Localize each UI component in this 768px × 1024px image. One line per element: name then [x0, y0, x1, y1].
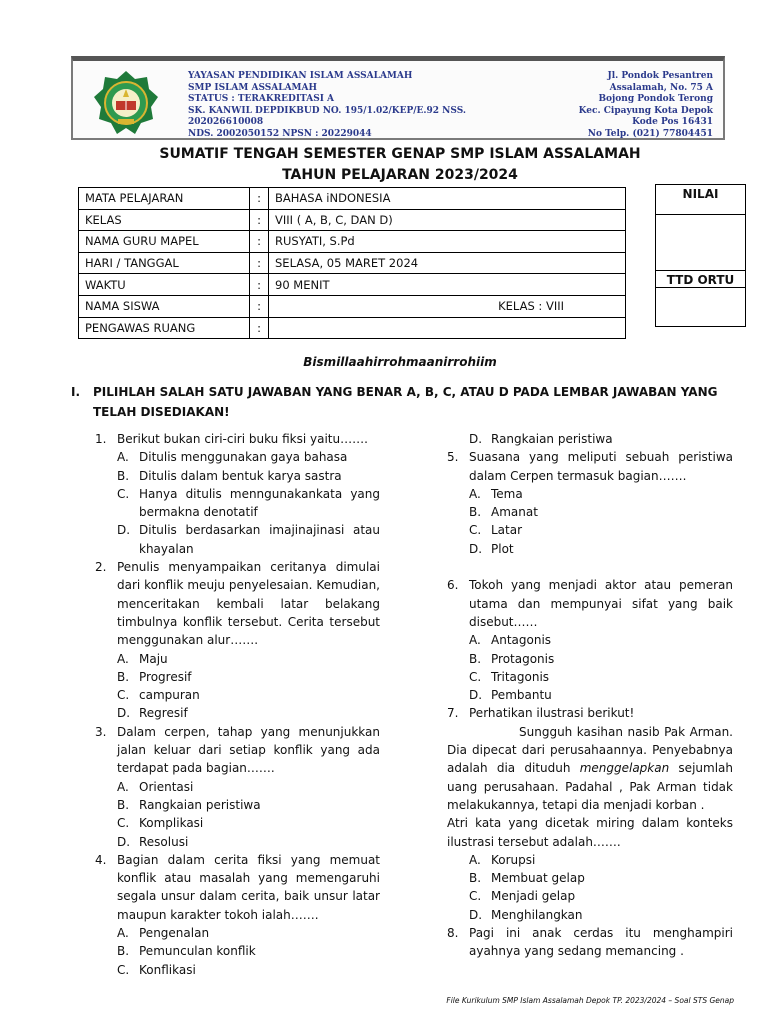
option[interactable]: B. Rangkaian peristiwa	[117, 797, 261, 812]
option[interactable]: B. Membuat gelap	[469, 871, 585, 886]
question-text: Perhatikan ilustrasi berikut!	[469, 706, 635, 721]
option[interactable]: C. Latar	[469, 523, 523, 538]
question-8: 8. Pagi ini anak cerdas itu menghampiri ayahnya yang sedang memancing .	[447, 926, 733, 959]
info-colon: :	[250, 231, 269, 253]
score-box	[655, 184, 746, 327]
info-colon: :	[250, 188, 269, 210]
option[interactable]: B. Pemunculan konflik	[117, 944, 256, 959]
bismillah: Bismillaahirrohmaanirrohiim	[303, 355, 497, 369]
option[interactable]: B. Progresif	[117, 669, 192, 684]
question-2: 2. Penulis menyampaikan ceritanya dimulai dari konflik meuju penyelesaian. Kemudian, menceritakan kembali latar belakang timbulnya konflik tersebut. Cerita tersebut menggunakan alur…….	[95, 560, 380, 648]
question-text: Suasana yang meliputi sebuah peristiwa dalam Cerpen termasuk bagian…….	[469, 450, 733, 483]
option[interactable]: D. Rangkaian peristiwa	[469, 432, 613, 446]
option[interactable]: D. Plot	[469, 541, 514, 556]
info-colon: :	[250, 252, 269, 274]
option[interactable]: D. Menghilangkan	[469, 907, 583, 922]
illustration-passage: Sungguh kasihan nasib Pak Arman. Dia dipecat dari perusahaannya. Penyebabnya adalah dia dituduh menggelapkan sejumlah uang perusahaan. Padahal , Pak Arman tidak melakukannya, tetapi dia menjadi korban .	[447, 724, 733, 812]
option[interactable]: C. Tritagonis	[469, 669, 550, 684]
spacer	[447, 558, 733, 576]
info-value: 90 MENIT	[269, 274, 626, 296]
academic-year-title: TAHUN PELAJARAN 2023/2024	[282, 167, 518, 183]
italic-word: menggelapkan	[579, 761, 670, 776]
option[interactable]: D. Regresif	[117, 706, 188, 721]
info-row	[79, 274, 626, 296]
option[interactable]: C. Menjadi gelap	[469, 889, 576, 904]
option[interactable]: C. campuran	[117, 688, 200, 703]
question-text: Penulis menyampaikan ceritanya dimulai dari konflik meuju penyelesaian. Kemudian, menceritakan kembali latar belakang timbulnya konflik tersebut. Cerita tersebut menggunakan alur…….	[117, 560, 380, 648]
option[interactable]: A. Orientasi	[117, 779, 194, 794]
letterhead-address: Jl. Pondok Pesantren Assalamah, No. 75 A Bojong Pondok Terong Kec. Cipayung Kota Depok Kode Pos 16431 No Telp. (021) 77804451	[578, 71, 713, 139]
question-text: Berikut bukan ciri-ciri buku fiksi yaitu…….	[117, 432, 368, 446]
section-instruction	[71, 382, 733, 422]
info-label: HARI / TANGGAL	[79, 252, 250, 274]
option[interactable]: C. Konflikasi	[117, 962, 196, 977]
option[interactable]: A. Korupsi	[469, 852, 536, 867]
option[interactable]: B. Protagonis	[469, 651, 555, 666]
ttd-ortu-field[interactable]	[656, 288, 745, 326]
option[interactable]: C. Hanya ditulis menngunakankata yang bermakna denotatif	[117, 486, 380, 520]
question-3: 3. Dalam cerpen, tahap yang menunjukkan jalan keluar dari setiap konflik yang ada terdapat pada bagian…….	[95, 724, 380, 776]
info-value: BAHASA iNDONESIA	[269, 188, 626, 210]
question-6: 6. Tokoh yang menjadi aktor atau pemeran utama dan mempunyai sifat yang baik disebut……	[447, 578, 733, 629]
option[interactable]: D. Pembantu	[469, 688, 552, 703]
ttd-ortu-label: TTD ORTU	[656, 271, 745, 288]
section-instruction-text: PILIHLAH SALAH SATU JAWABAN YANG BENAR A, B, C, ATAU D PADA LEMBAR JAWABAN YANG TELAH DISEDIAKAN!	[93, 385, 718, 419]
option[interactable]: A. Pengenalan	[117, 926, 210, 941]
question-7: 7. Perhatikan ilustrasi berikut!	[447, 706, 635, 721]
info-value: VIII ( A, B, C, DAN D)	[269, 209, 626, 231]
option[interactable]: B. Amanat	[469, 505, 538, 520]
questions-right-column	[447, 430, 733, 961]
info-colon: :	[250, 274, 269, 296]
option[interactable]: B. Ditulis dalam bentuk karya sastra	[117, 468, 342, 483]
question-prompt: Atri kata yang dicetak miring dalam konteks ilustrasi tersebut adalah…….	[447, 816, 733, 849]
info-row	[79, 252, 626, 274]
info-row	[79, 231, 626, 253]
page-footer: File Kurikulum SMP Islam Assalamah Depok TP. 2023/2024 – Soal STS Genap	[446, 996, 734, 1005]
exam-title: SUMATIF TENGAH SEMESTER GENAP SMP ISLAM ASSALAMAH	[159, 146, 641, 162]
option[interactable]: A. Tema	[469, 486, 523, 501]
info-value: RUSYATI, S.Pd	[269, 231, 626, 253]
school-logo	[91, 69, 161, 137]
info-label: PENGAWAS RUANG	[79, 317, 250, 339]
option[interactable]: C. Komplikasi	[117, 816, 204, 831]
info-value: SELASA, 05 MARET 2024	[269, 252, 626, 274]
info-colon: :	[250, 317, 269, 339]
info-label: KELAS	[79, 209, 250, 231]
question-text: Bagian dalam cerita fiksi yang memuat konflik atau masalah yang memengaruhi segala unsur dalam cerita, baik unsur latar maupun karakter tokoh ialah…….	[117, 852, 380, 922]
student-info-table	[78, 187, 626, 339]
option[interactable]: D. Ditulis berdasarkan imajinajinasi atau khayalan	[117, 523, 380, 556]
info-row	[79, 188, 626, 210]
question-text: Pagi ini anak cerdas itu menghampiri ayahnya yang sedang memancing .	[469, 926, 733, 959]
info-row	[79, 295, 626, 317]
option[interactable]: A. Ditulis menggunakan gaya bahasa	[117, 450, 348, 465]
letterhead-school-info: YAYASAN PENDIDIKAN ISLAM ASSALAMAH SMP ISLAM ASSALAMAH STATUS : TERAKREDITASI A SK. KANWIL DEPDIKBUD NO. 195/1.02/KEP/E.92 NSS. 202026610008 NDS. 2002050152 NPSN : 20229044	[188, 71, 467, 139]
option[interactable]: A. Maju	[117, 651, 168, 666]
option[interactable]: A. Antagonis	[469, 633, 552, 648]
info-row	[79, 209, 626, 231]
question-1: 1. Berikut bukan ciri-ciri buku fiksi yaitu…….	[95, 432, 368, 446]
proctor-field[interactable]	[269, 317, 626, 339]
info-row	[79, 317, 626, 339]
nilai-field[interactable]	[656, 215, 745, 271]
question-5: 5. Suasana yang meliputi sebuah peristiwa dalam Cerpen termasuk bagian…….	[447, 450, 733, 483]
question-text: Tokoh yang menjadi aktor atau pemeran utama dan mempunyai sifat yang baik disebut……	[469, 578, 733, 629]
nilai-label: NILAI	[656, 185, 745, 215]
kelas-label: KELAS : VIII	[498, 299, 564, 314]
info-colon: :	[250, 295, 269, 317]
questions-left-column	[95, 430, 380, 979]
section-number: I.	[71, 385, 81, 399]
info-label: NAMA SISWA	[79, 295, 250, 317]
option[interactable]: D. Resolusi	[117, 834, 189, 849]
info-colon: :	[250, 209, 269, 231]
info-label: NAMA GURU MAPEL	[79, 231, 250, 253]
info-label: MATA PELAJARAN	[79, 188, 250, 210]
info-label: WAKTU	[79, 274, 250, 296]
question-4: 4. Bagian dalam cerita fiksi yang memuat konflik atau masalah yang memengaruhi segala unsur dalam cerita, baik unsur latar maupun karakter tokoh ialah…….	[95, 852, 380, 922]
letterhead	[71, 56, 725, 140]
student-name-field[interactable]	[269, 295, 626, 317]
question-text: Dalam cerpen, tahap yang menunjukkan jalan keluar dari setiap konflik yang ada terdapat pada bagian…….	[117, 724, 380, 776]
